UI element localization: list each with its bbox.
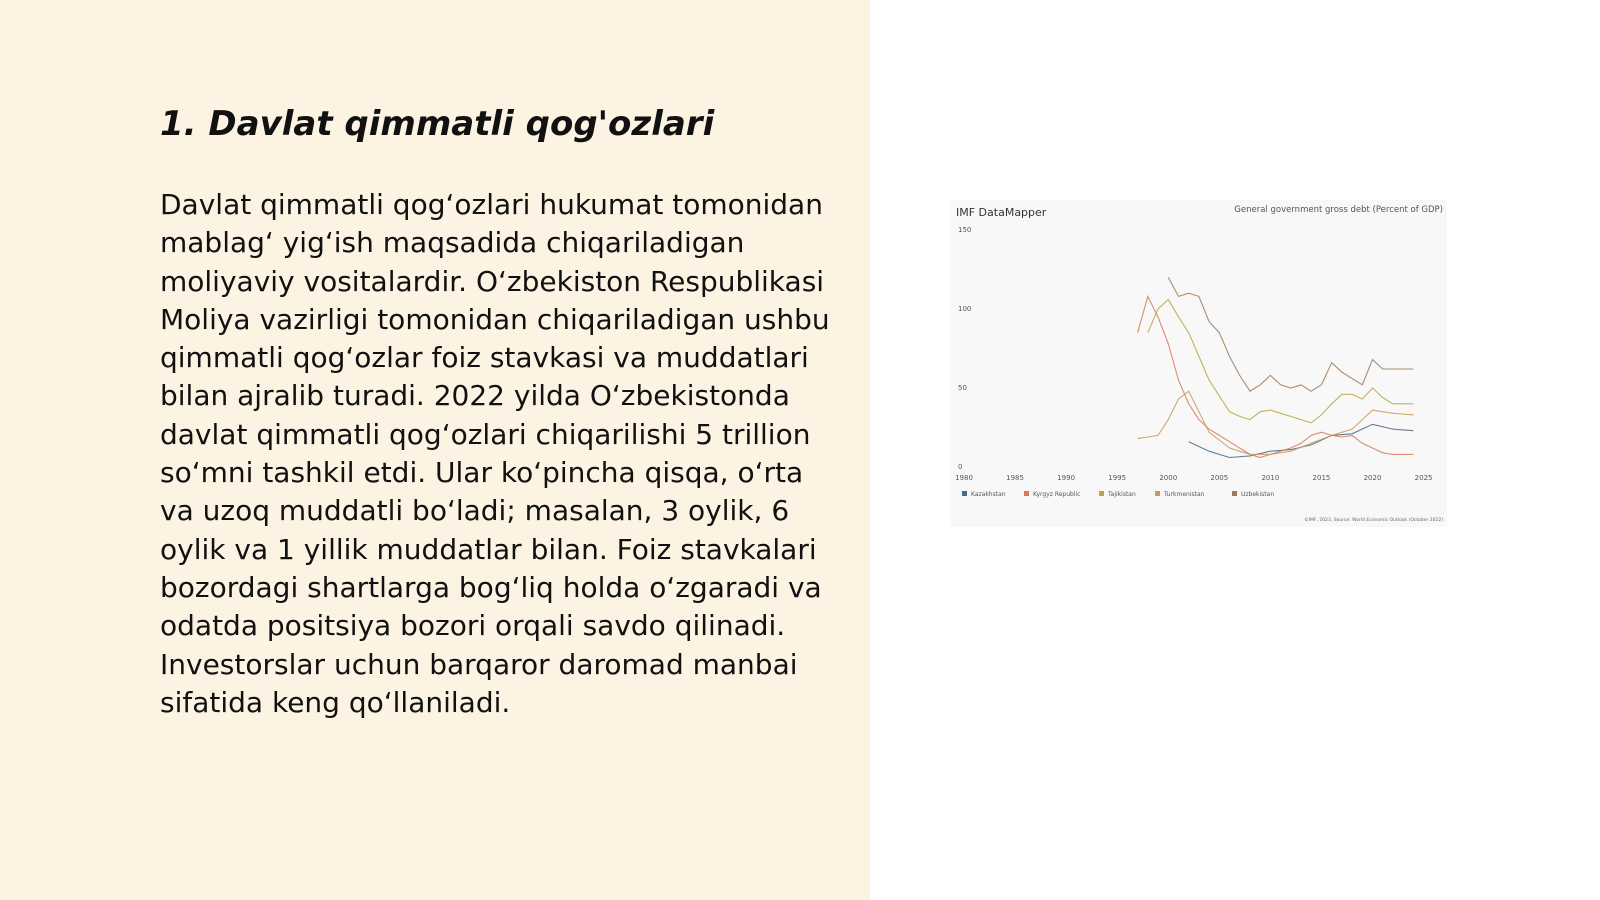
chart-title: General government gross debt (Percent of GDP) bbox=[1234, 205, 1443, 215]
series-line bbox=[1189, 424, 1414, 457]
x-tick-label: 2020 bbox=[1363, 474, 1382, 482]
legend-swatch bbox=[1099, 491, 1104, 496]
legend-label: Tajikistan bbox=[1108, 491, 1136, 498]
series-line bbox=[1138, 296, 1414, 457]
y-axis bbox=[958, 226, 971, 471]
legend-swatch bbox=[1155, 491, 1160, 496]
x-axis bbox=[955, 474, 1432, 482]
x-tick-label: 2015 bbox=[1312, 474, 1331, 482]
legend-label: Turkmenistan bbox=[1164, 491, 1205, 498]
x-tick-label: 1995 bbox=[1108, 474, 1127, 482]
y-tick-label: 50 bbox=[958, 384, 967, 392]
chart-source: ©IMF, 2023, Source: World Economic Outlook (October 2022) bbox=[1304, 518, 1443, 523]
series-lines bbox=[1138, 277, 1414, 457]
x-tick-label: 2025 bbox=[1414, 474, 1433, 482]
y-tick-label: 150 bbox=[958, 226, 972, 234]
series-line bbox=[1138, 391, 1414, 454]
x-tick-label: 1990 bbox=[1057, 474, 1076, 482]
debt-chart bbox=[950, 200, 1447, 527]
slide-title: 1. Davlat qimmatli qog'ozlari bbox=[160, 104, 715, 144]
x-tick-label: 2010 bbox=[1261, 474, 1280, 482]
y-tick-label: 100 bbox=[958, 305, 972, 313]
chart-legend bbox=[962, 491, 1274, 498]
chart-brand: IMF DataMapper bbox=[956, 206, 1047, 219]
x-tick-label: 2000 bbox=[1159, 474, 1178, 482]
legend-swatch bbox=[1024, 491, 1029, 496]
debt-chart-image bbox=[950, 200, 1447, 527]
x-tick-label: 2005 bbox=[1210, 474, 1229, 482]
legend-swatch bbox=[1232, 491, 1237, 496]
legend-label: Kyrgyz Republic bbox=[1033, 491, 1081, 498]
y-tick-label: 0 bbox=[958, 463, 963, 471]
legend-label: Uzbekistan bbox=[1241, 491, 1275, 498]
x-tick-label: 1985 bbox=[1006, 474, 1024, 482]
series-line bbox=[1168, 277, 1413, 391]
legend-label: Kazakhstan bbox=[971, 491, 1006, 498]
slide-body-text: Davlat qimmatli qog‘ozlari hukumat tomonidan mablag‘ yig‘ish maqsadida chiqariladigan moliyaviy vositalardir. O‘zbekiston Respublikasi Moliya vazirligi tomonidan chiqariladigan ushbu qimmatli qog‘ozlar foiz stavkasi va muddatlari bilan ajralib turadi. 2022 yilda O‘zbekistonda davlat qimmatli qog‘ozlari chiqarilishi 5 trillion so‘mni tashkil etdi. Ular ko‘pincha qisqa, o‘rta va uzoq muddatli bo‘ladi; masalan, 3 oylik, 6 oylik va 1 yillik muddatlar bilan. Foiz stavkalari bozordagi shartlarga bog‘liq holda o‘zgaradi va odatda positsiya bozori orqali savdo qilinadi. Investorslar uchun barqaror daromad manbai sifatida keng qo‘llaniladi. bbox=[160, 188, 830, 719]
legend-swatch bbox=[962, 491, 967, 496]
x-tick-label: 1980 bbox=[955, 474, 973, 482]
